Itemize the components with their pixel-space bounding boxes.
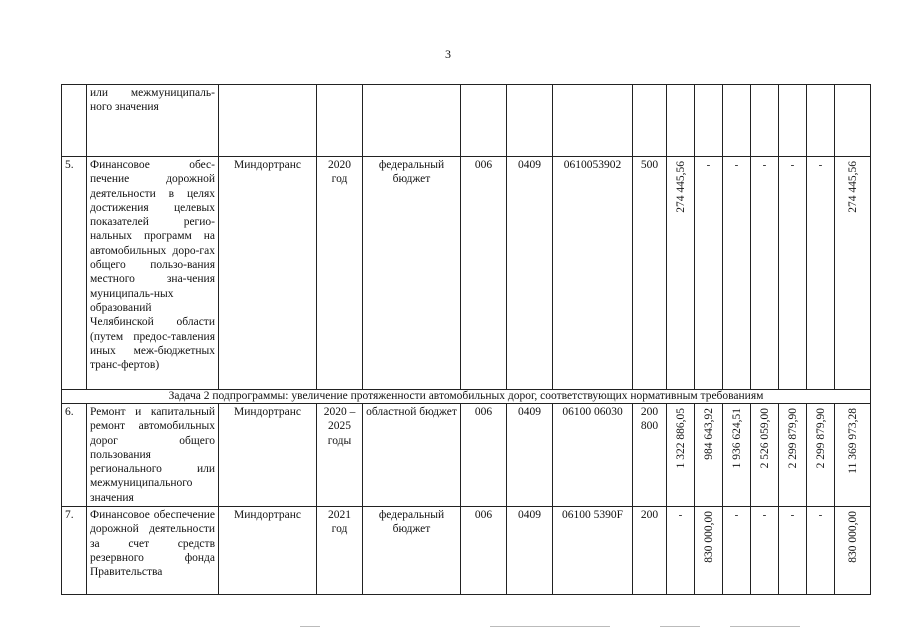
- row-number: 7.: [62, 507, 87, 595]
- funding-source: областной бюджет: [363, 404, 461, 507]
- total-value: 830 000,00: [846, 511, 859, 563]
- year-value: 1 936 624,51: [730, 408, 743, 469]
- executor: Миндортранс: [219, 157, 317, 390]
- year-value: 1 322 886,05: [674, 408, 687, 469]
- year-value: -: [762, 509, 767, 522]
- budget-table: [61, 84, 871, 595]
- year: 2021 год: [317, 507, 363, 595]
- grbs-code: 006: [461, 507, 507, 595]
- row-name: Финансовое обес-печение дорожной деятельности в целях достижения целевых показателей регио-нальных программ на автомобильных доро-гах общего пользо-вания местного зна-чения муниципаль-ных образований Челябинской области (путем предос-тавления иных меж-бюджетных транс-фертов): [87, 157, 219, 390]
- table-row: [62, 404, 871, 507]
- page-number: 3: [445, 47, 451, 61]
- grbs-code: 006: [461, 404, 507, 507]
- year-value: -: [818, 159, 823, 171]
- total-value: 274 445,56: [846, 161, 859, 213]
- year-value: -: [734, 509, 739, 522]
- year-value: -: [790, 159, 795, 171]
- scan-artifact-line: [300, 626, 320, 627]
- section-code: 0409: [507, 157, 553, 390]
- target-article: 06100 06030: [553, 404, 633, 507]
- year-value: 2 299 879,90: [814, 408, 827, 469]
- year-value: 2 299 879,90: [786, 408, 799, 469]
- executor: Миндортранс: [219, 507, 317, 595]
- year-value: 2 526 059,00: [758, 408, 771, 469]
- row-name: Финансовое обеспечение дорожной деятельности за счет средств резервного фонда Правительства: [87, 507, 219, 595]
- section-code: 0409: [507, 507, 553, 595]
- target-article: 0610053902: [553, 157, 633, 390]
- year-value: 274 445,56: [674, 161, 687, 213]
- funding-source: федеральный бюджет: [363, 157, 461, 390]
- funding-source: федеральный бюджет: [363, 507, 461, 595]
- scan-artifact-line: [490, 626, 610, 627]
- year-value: -: [790, 509, 795, 522]
- section-code: 0409: [507, 404, 553, 507]
- row-number: 6.: [62, 404, 87, 507]
- expense-type: 500: [633, 157, 667, 390]
- year-value: -: [678, 509, 683, 522]
- expense-type: 200: [633, 507, 667, 595]
- year-value: -: [734, 159, 739, 171]
- table-row: [62, 85, 871, 157]
- year: 2020 – 2025 годы: [317, 404, 363, 507]
- scan-artifact-line: [660, 626, 700, 627]
- year-value: -: [706, 159, 711, 171]
- year-value: 984 643,92: [702, 408, 715, 460]
- row-number: 5.: [62, 157, 87, 390]
- year-value: -: [818, 509, 823, 522]
- year-value: 830 000,00: [702, 511, 715, 563]
- executor: Миндортранс: [219, 404, 317, 507]
- target-article: 06100 5390F: [553, 507, 633, 595]
- task-header: Задача 2 подпрограммы: увеличение протяженности автомобильных дорог, соответствующих нормативным требованиям: [62, 390, 871, 404]
- grbs-code: 006: [461, 157, 507, 390]
- table-row: [62, 157, 871, 390]
- expense-type: 200 800: [633, 404, 667, 507]
- total-value: 11 369 973,28: [846, 408, 859, 474]
- scan-artifact-line: [730, 626, 800, 627]
- table-row: [62, 507, 871, 595]
- year: 2020 год: [317, 157, 363, 390]
- year-value: -: [762, 159, 767, 171]
- row-name: Ремонт и капитальный ремонт автомобильных дорог общего пользования регионального или межмуниципального значения: [87, 404, 219, 507]
- row-name: или межмуниципаль-ного значения: [87, 85, 219, 157]
